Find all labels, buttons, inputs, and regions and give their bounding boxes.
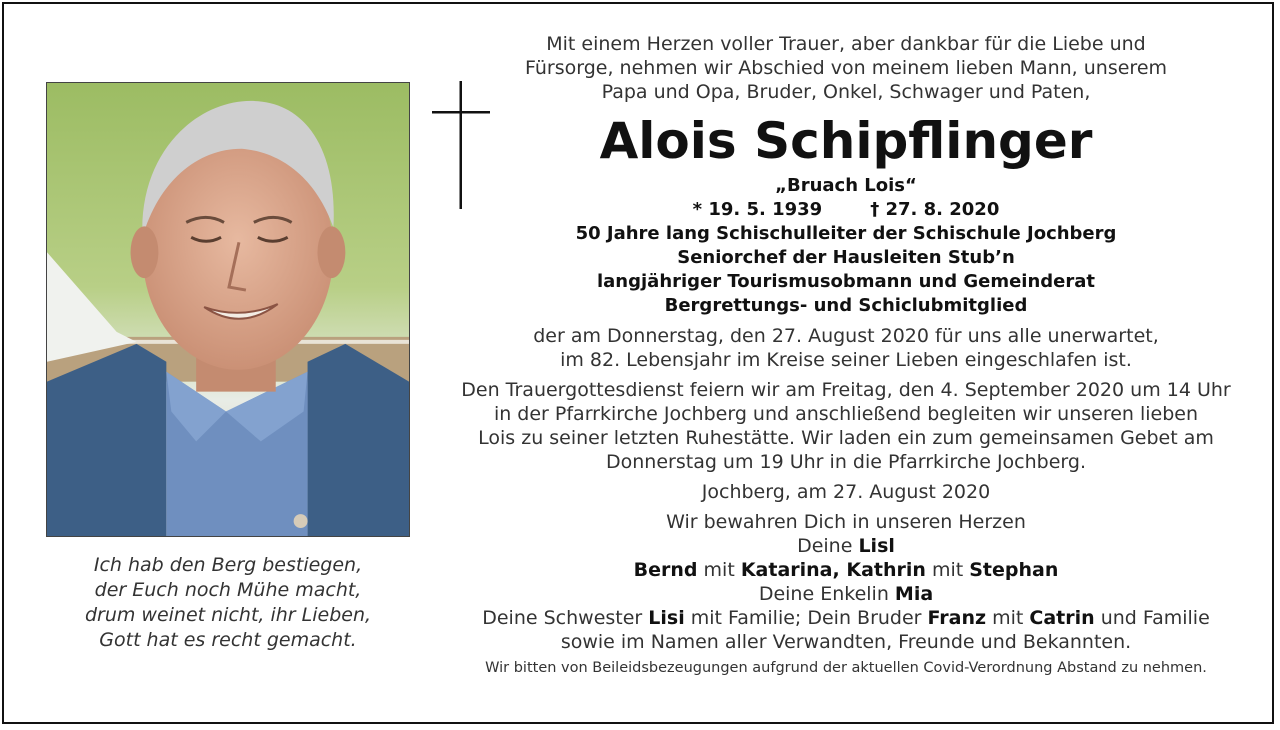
role-line: langjähriger Tourismusobmann und Gemeinderat [596,271,1096,292]
role-line: 50 Jahre lang Schischulleiter der Schischule Jochberg [575,223,1117,244]
brother-partner: Catrin [1029,607,1095,629]
passing-text [440,324,1252,372]
service-line: in der Pfarrkirche Jochberg und anschließend begleiten wir unseren lieben [493,403,1199,425]
verse-line: Gott hat es recht gemacht. [99,629,357,651]
wife-name: Lisl [858,535,895,557]
grandchild-name: Mia [894,583,934,605]
nickname: „Bruach Lois“ [775,175,917,196]
service-text [440,378,1252,474]
sister-suffix: mit Familie; Dein Bruder [684,607,928,629]
role-line: Seniorchef der Hausleiten Stub’n [677,247,1015,268]
wife-line [440,534,1252,558]
with-word: mit [986,607,1030,629]
deceased-details [440,174,1252,318]
siblings-line [440,606,1252,630]
portrait-photo [46,82,410,537]
intro-line: Mit einem Herzen voller Trauer, aber dankbar für die Liebe und [546,33,1146,55]
intro-line: Fürsorge, nehmen wir Abschied von meinem lieben Mann, unserem [524,57,1168,79]
birth-date: * 19. 5. 1939 [692,199,823,220]
place-date: Jochberg, am 27. August 2020 [701,481,991,503]
service-line: Den Trauergottesdienst feiern wir am Freitag, den 4. September 2020 um 14 Uhr [461,379,1231,401]
deceased-name: Alois Schipflinger [599,112,1093,170]
service-line: Donnerstag um 19 Uhr in die Pfarrkirche Jochberg. [606,451,1086,473]
family-block [440,510,1252,654]
verse-line: Ich hab den Berg bestiegen, [93,554,363,576]
sister-name: Lisi [648,607,685,629]
wife-prefix: Deine [797,535,859,557]
memorial-verse [46,553,410,653]
verse-line: drum weinet nicht, ihr Lieben, [84,604,372,626]
grandchild-line [440,582,1252,606]
passing-line: im 82. Lebensjahr im Kreise seiner Lieben eingeschlafen ist. [560,349,1132,371]
partner-name: Stephan [969,559,1059,581]
notice-text [440,32,1252,679]
others-line: sowie im Namen aller Verwandten, Freunde und Bekannten. [560,631,1132,653]
remember-line: Wir bewahren Dich in unseren Herzen [666,511,1026,533]
with-word: mit [925,559,970,581]
with-word: mit [697,559,741,581]
service-line: Lois zu seiner letzten Ruhestätte. Wir laden ein zum gemeinsamen Gebet am [478,427,1214,449]
intro-line: Papa und Opa, Bruder, Onkel, Schwager und Paten, [601,81,1091,103]
passing-line: der am Donnerstag, den 27. August 2020 für uns alle unerwartet, [533,325,1159,347]
children-line [440,558,1252,582]
life-dates [440,198,1252,222]
grandchild-prefix: Deine Enkelin [758,583,895,605]
death-date: † 27. 8. 2020 [870,199,1000,220]
sister-prefix: Deine Schwester [482,607,649,629]
brother-suffix: und Familie [1094,607,1210,629]
child-name: Bernd [633,559,698,581]
covid-note: Wir bitten von Beileidsbezeugungen aufgrund der aktuellen Covid-Verordnung Abstand zu nehmen. [485,660,1207,676]
verse-line: der Euch noch Mühe macht, [94,579,362,601]
partner-names: Katarina, Kathrin [740,559,926,581]
role-line: Bergrettungs- und Schiclubmitglied [664,295,1028,316]
brother-name: Franz [927,607,987,629]
intro-text [440,32,1252,104]
